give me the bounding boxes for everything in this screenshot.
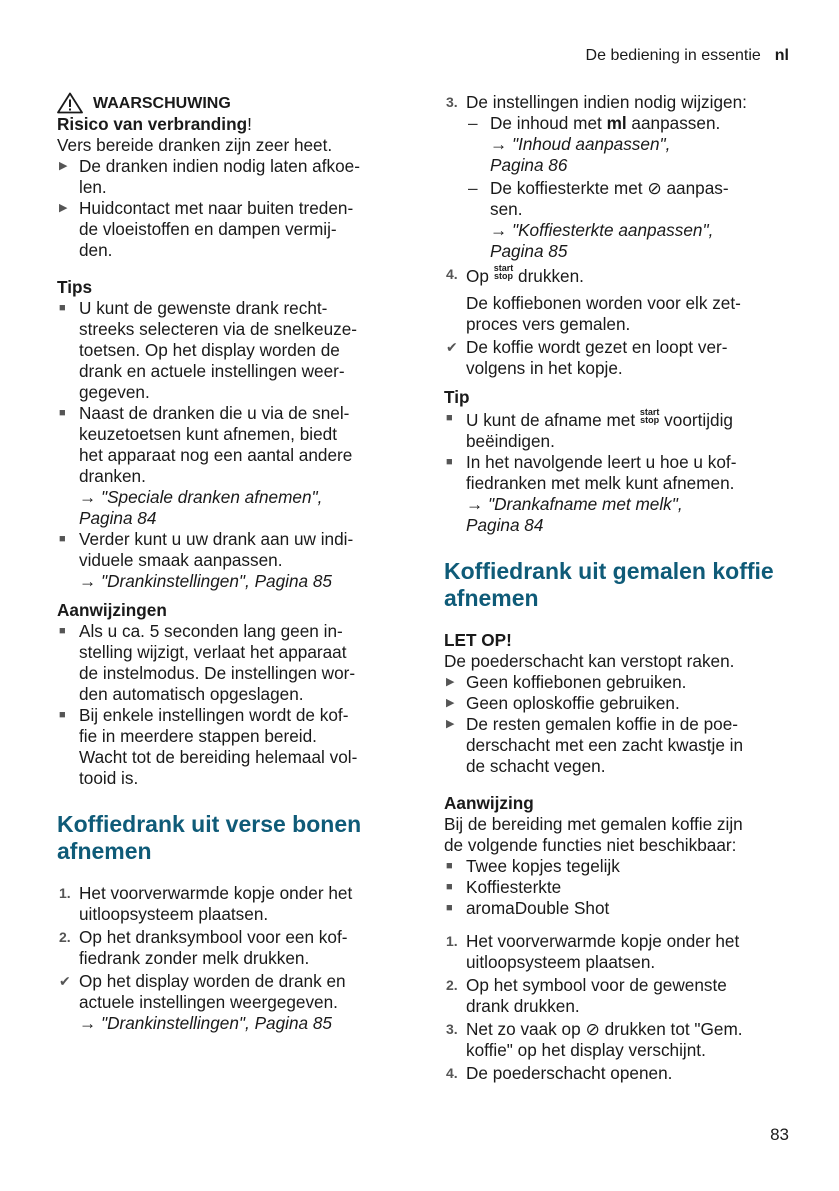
section-title-ground-coffee: Koffiedrank uit gemalen koffie afnemen	[444, 558, 774, 611]
arrow-right-icon: →	[490, 220, 508, 240]
warning-triangle-icon	[57, 92, 83, 114]
list-item: ▶ De resten gemalen koffie in de poe- derschacht met een zacht kwastje in de schacht vegen.	[446, 714, 744, 776]
arrow-right-icon: →	[79, 571, 97, 591]
list-item: ■ Koffiesterkte	[446, 877, 562, 897]
arrow-right-icon: →	[490, 134, 508, 154]
triangle-bullet-icon: ▶	[59, 160, 68, 172]
page-number: 83	[770, 1125, 789, 1144]
arrow-right-icon: →	[79, 487, 97, 507]
caution-heading: LET OP!	[444, 630, 512, 650]
steps-ground-coffee	[444, 931, 794, 1084]
square-bullet-icon: ■	[446, 902, 453, 914]
step-item: 2. Op het dranksymbool voor een kof- fiedrank zonder melk drukken.	[59, 927, 348, 968]
square-bullet-icon: ■	[446, 860, 453, 872]
notes-list	[57, 621, 407, 789]
cross-reference[interactable]: → "Koffiesterkte aanpassen", Pagina 85	[490, 220, 714, 261]
checkmark-icon: ✔	[59, 973, 71, 989]
note-list	[444, 856, 794, 919]
ml-symbol: ml	[606, 113, 627, 133]
triangle-bullet-icon: ▶	[446, 718, 455, 730]
square-bullet-icon: ■	[59, 533, 66, 545]
square-bullet-icon: ■	[59, 302, 66, 314]
list-item: ■ Twee kopjes tegelijk	[446, 856, 620, 876]
caution-list	[444, 672, 794, 777]
cross-reference[interactable]: → "Drankinstellingen", Pagina 85	[79, 1013, 332, 1033]
section-name: De bediening in essentie	[585, 47, 761, 64]
square-bullet-icon: ■	[446, 412, 453, 424]
sub-list	[466, 113, 794, 262]
triangle-bullet-icon: ▶	[446, 676, 455, 688]
left-column	[57, 92, 407, 1036]
warning-list	[57, 156, 407, 261]
triangle-bullet-icon: ▶	[59, 202, 68, 214]
risk-title: Risico van verbranding!	[57, 114, 252, 134]
warning-intro: Vers bereide dranken zijn zeer heet.	[57, 135, 333, 155]
note-intro: Bij de bereiding met gemalen koffie zijn de volgende functies niet beschikbaar:	[444, 814, 743, 855]
step-item: 1. Het voorverwarmde kopje onder het uitloopsysteem plaatsen.	[59, 883, 353, 924]
step-item: 3. De instellingen indien nodig wijzigen: – De inhoud met ml aanpassen. → "Inhoud aanpassen", Pagina 86 – De koffiesterkte met ⊘ aanpas- sen. → "Koffiesterkte aanpassen", Pagina 85	[444, 92, 794, 262]
steps-continued	[444, 92, 794, 379]
arrow-right-icon: →	[79, 1013, 97, 1033]
triangle-bullet-icon: ▶	[446, 697, 455, 709]
checkmark-icon: ✔	[446, 339, 458, 355]
list-item: ■ U kunt de gewenste drank recht- streeks selecteren via de snelkeuze- toetsen. Op het display worden de drank en actuele instellingen weer- gegeven.	[59, 298, 358, 402]
warning-heading	[57, 92, 407, 114]
page-header	[586, 45, 789, 66]
step-note: De koffiebonen worden voor elk zet- proces vers gemalen.	[466, 293, 741, 334]
list-item: ▶ Huidcontact met naar buiten treden- de vloeistoffen en dampen vermij- den.	[59, 198, 354, 260]
step-result: ✔ De koffie wordt gezet en loopt ver- volgens in het kopje.	[446, 337, 728, 378]
list-item: ■ Naast de dranken die u via de snel- keuzetoetsen kunt afnemen, biedt het apparaat nog een aantal andere dranken. → "Speciale dranken afnemen", Pagina 84	[57, 403, 407, 529]
list-item: ▶ Geen koffiebonen gebruiken.	[446, 672, 687, 692]
list-item: ■ Als u ca. 5 seconden lang geen in- stelling wijzigt, verlaat het apparaat de instelmodus. De instellingen wor- den automatisch opgeslagen.	[59, 621, 356, 704]
start-stop-icon: start stop	[493, 263, 514, 281]
tip-heading: Tip	[444, 387, 470, 407]
step-item: 2. Op het symbool voor de gewenste drank drukken.	[446, 975, 727, 1016]
strength-symbol-icon: ⊘	[647, 178, 662, 198]
step-item: 3. Net zo vaak op ⊘ drukken tot "Gem. koffie" op het display verschijnt.	[446, 1019, 743, 1060]
step-item: 4. De poederschacht openen.	[446, 1063, 673, 1083]
tips-heading: Tips	[57, 277, 93, 297]
square-bullet-icon: ■	[59, 625, 66, 637]
square-bullet-icon: ■	[59, 709, 66, 721]
arrow-right-icon: →	[466, 494, 484, 514]
language-code: nl	[774, 47, 789, 64]
tips-list	[57, 298, 407, 592]
notes-heading: Aanwijzingen	[57, 600, 167, 620]
cross-reference[interactable]: → "Inhoud aanpassen", Pagina 86	[490, 134, 671, 175]
step-item: 4. Op start stop drukken. De koffiebonen worden voor elk zet- proces vers gemalen.	[444, 264, 794, 335]
list-item: ■ In het navolgende leert u hoe u kof- fiedranken met melk kunt afnemen. → "Drankafname met melk", Pagina 84	[444, 452, 794, 536]
caution-intro: De poederschacht kan verstopt raken.	[444, 651, 735, 671]
right-column	[444, 92, 794, 1086]
list-item: ▶ Geen oploskoffie gebruiken.	[446, 693, 680, 713]
list-item: ■ Bij enkele instellingen wordt de kof- fie in meerdere stappen bereid. Wacht tot de bereiding helemaal vol- tooid is.	[59, 705, 358, 788]
section-title-fresh-beans: Koffiedrank uit verse bonen afnemen	[57, 811, 362, 864]
strength-symbol-icon: ⊘	[585, 1019, 600, 1039]
warning-label: WAARSCHUWING	[93, 94, 231, 112]
note-heading: Aanwijzing	[444, 793, 534, 813]
list-item: ■ Verder kunt u uw drank aan uw indi- viduele smaak aanpassen. → "Drankinstellingen", Pagina 85	[57, 529, 407, 592]
tip-list	[444, 408, 794, 536]
step-item: 1. Het voorverwarmde kopje onder het uitloopsysteem plaatsen.	[446, 931, 740, 972]
cross-reference[interactable]: → "Drankinstellingen", Pagina 85	[79, 571, 332, 591]
square-bullet-icon: ■	[446, 881, 453, 893]
list-item: ■ aromaDouble Shot	[446, 898, 610, 918]
steps-fresh-beans	[57, 883, 407, 1034]
list-item: ■ U kunt de afname met start stop voortijdig beëindigen.	[446, 407, 733, 451]
list-item: ▶ De dranken indien nodig laten afkoe- len.	[59, 156, 360, 197]
sub-item: – De inhoud met ml aanpassen. → "Inhoud aanpassen", Pagina 86	[466, 113, 794, 176]
cross-reference[interactable]: → "Drankafname met melk", Pagina 84	[466, 494, 683, 535]
square-bullet-icon: ■	[59, 407, 66, 419]
step-result: ✔ Op het display worden de drank en actuele instellingen weergegeven. → "Drankinstellingen", Pagina 85	[57, 971, 407, 1034]
cross-reference[interactable]: → "Speciale dranken afnemen", Pagina 84	[79, 487, 323, 528]
start-stop-icon: start stop	[639, 407, 660, 425]
sub-item: – De koffiesterkte met ⊘ aanpas- sen. → "Koffiesterkte aanpassen", Pagina 85	[466, 178, 794, 262]
square-bullet-icon: ■	[446, 456, 453, 468]
